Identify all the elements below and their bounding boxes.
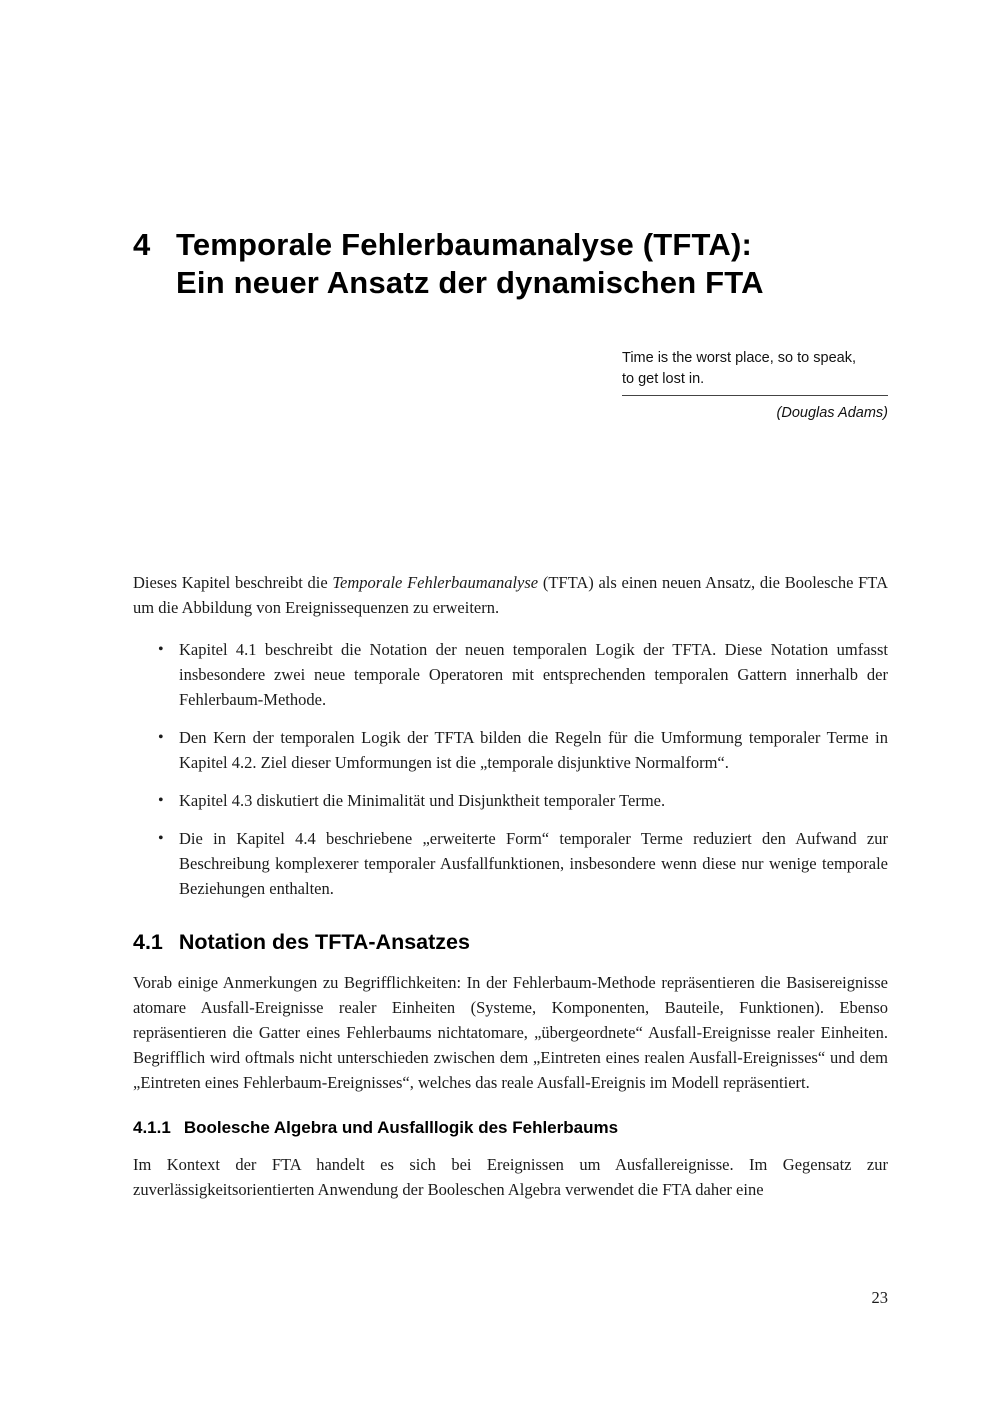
section-title: Notation des TFTA-Ansatzes	[178, 929, 470, 954]
list-item-text: Den Kern der temporalen Logik der TFTA bilden die Regeln für die Umformung temporaler Terme in Kapitel 4.2. Ziel dieser Umformungen ist die „temporale disjunktive Normalform“.	[179, 727, 888, 772]
page-number: 23	[871, 1288, 888, 1307]
bullet-icon: •	[158, 791, 164, 809]
epigraph-line2: to get lost in.	[622, 371, 705, 387]
bullet-icon: •	[158, 728, 164, 746]
list-item	[133, 788, 888, 813]
bullet-icon: •	[158, 640, 164, 658]
epigraph	[622, 348, 888, 424]
chapter-overview-list	[133, 637, 888, 901]
list-item-text: Die in Kapitel 4.4 beschriebene „erweiterte Form“ temporaler Terme reduziert den Aufwand zur Beschreibung komplexerer temporaler Ausfallfunktionen, insbesondere wenn diese nur wenige temporale Beziehungen enthalten.	[179, 828, 888, 898]
epigraph-divider	[622, 395, 888, 396]
subsection-heading	[133, 1116, 888, 1139]
intro-text-italic: Temporale Fehlerbaumanalyse	[332, 573, 539, 592]
section-number: 4.1	[133, 929, 163, 954]
intro-text-part3: (TFTA) als einen neuen Ansatz, die Boolesche FTA um die Abbildung von Ereignissequenzen zu erweitern.	[133, 573, 888, 617]
page-content	[133, 0, 888, 1218]
subsection-title: Boolesche Algebra und Ausfalllogik des Fehlerbaums	[183, 1117, 619, 1137]
epigraph-line1: Time is the worst place, so to speak,	[622, 350, 856, 366]
subsection-number: 4.1.1	[133, 1117, 171, 1137]
section-heading	[133, 928, 888, 956]
chapter-title	[176, 226, 764, 302]
chapter-heading	[133, 226, 888, 302]
bullet-icon: •	[158, 829, 164, 847]
subsection-paragraph: Im Kontext der FTA handelt es sich bei Ereignissen um Ausfallereignisse. Im Gegensatz zur zuverlässigkeitsorientierten Anwendung der Booleschen Algebra verwendet die FTA daher eine	[133, 1154, 888, 1199]
chapter-title-line1: Temporale Fehlerbaumanalyse (TFTA):	[176, 227, 753, 262]
intro-text-part1: Dieses Kapitel beschreibt die	[133, 573, 333, 592]
intro-paragraph	[133, 570, 888, 620]
list-item	[133, 637, 888, 712]
section-paragraph: Vorab einige Anmerkungen zu Begrifflichkeiten: In der Fehlerbaum-Methode repräsentieren die Basisereignisse atomare Ausfall-Ereignisse realer Einheiten (Systeme, Komponenten, Bauteile, Funktionen). Ebenso repräsentieren die Gatter eines Fehlerbaums nichtatomare, „übergeordnete“ Ausfall-Ereignisse realer Einheiten. Begrifflich wird oftmals nicht unterschieden zwischen dem „Eintreten eines realen Ausfall-Ereignisses“ und dem „Eintreten eines Fehlerbaum-Ereignisses“, welches das reale Ausfall-Ereignis im Modell repräsentiert.	[133, 972, 888, 1092]
list-item	[133, 826, 888, 901]
chapter-number: 4	[133, 227, 151, 262]
list-item-text: Kapitel 4.1 beschreibt die Notation der neuen temporalen Logik der TFTA. Diese Notation umfasst insbesondere zwei neue temporale Operatoren mit entsprechenden temporalen Gattern innerhalb der Fehlerbaum-Methode.	[179, 639, 888, 709]
list-item	[133, 725, 888, 775]
chapter-title-line2: Ein neuer Ansatz der dynamischen FTA	[176, 265, 764, 300]
epigraph-attribution: (Douglas Adams)	[776, 405, 888, 421]
list-item-text: Kapitel 4.3 diskutiert die Minimalität und Disjunktheit temporaler Terme.	[179, 790, 666, 810]
